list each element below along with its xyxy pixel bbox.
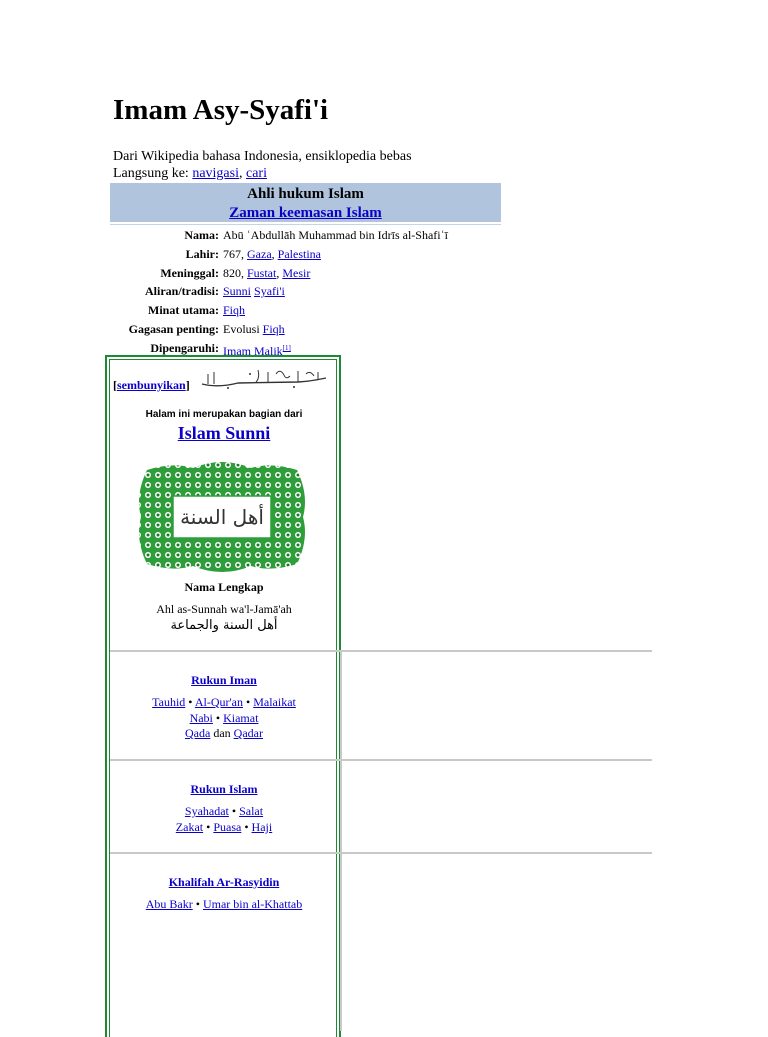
link-fiqh-2[interactable]: Fiqh: [262, 321, 285, 336]
jump-navigation-link[interactable]: navigasi: [192, 166, 239, 181]
jump-links: Langsung ke: navigasi, cari: [113, 166, 267, 181]
infobox-table: [110, 226, 510, 358]
infobox-row-born: Lahir: 767, Gaza, Palestina: [185, 246, 321, 261]
link-fiqh[interactable]: Fiqh: [223, 303, 246, 318]
infobox-row-school: [110, 282, 510, 301]
link-abu-bakr[interactable]: Abu Bakr: [145, 897, 193, 911]
rukun-islam-line-1: Syahadat • Salat: [184, 804, 264, 818]
row-label: Minat utama:: [148, 303, 219, 318]
series-title-link[interactable]: Islam Sunni: [177, 423, 271, 443]
link-mesir[interactable]: Mesir: [282, 265, 311, 280]
row-label: Dipengaruhi:: [150, 340, 219, 355]
site-subtitle: Dari Wikipedia bahasa Indonesia, ensiklopedia bebas: [113, 149, 412, 164]
jump-search-link[interactable]: cari: [245, 166, 267, 181]
link-qadar[interactable]: Qadar: [233, 726, 263, 740]
link-umar[interactable]: Umar bin al-Khattab: [202, 897, 303, 911]
reference-link[interactable]: [1]: [282, 343, 291, 352]
infobox-heading: Ahli hukum Islam: [247, 186, 364, 202]
link-salat[interactable]: Salat: [239, 804, 264, 818]
row-label: Lahir:: [185, 246, 219, 261]
row-label: Gagasan penting:: [128, 321, 219, 336]
fullname-arabic: أهل السنة والجماعة: [170, 618, 278, 633]
infobox-row-ideas: Gagasan penting: Evolusi Fiqh: [128, 321, 285, 336]
link-syahadat[interactable]: Syahadat: [184, 804, 229, 818]
infobox-row-died: Meninggal: 820, Fustat, Mesir: [160, 265, 311, 280]
link-tauhid[interactable]: Tauhid: [152, 695, 186, 709]
row-label: Nama:: [184, 228, 219, 242]
link-zakat[interactable]: Zakat: [175, 820, 204, 834]
link-gaza[interactable]: Gaza: [247, 246, 272, 261]
infobox-row-name: [110, 226, 510, 245]
link-haji[interactable]: Haji: [251, 820, 273, 834]
infobox-era-link[interactable]: Zaman keemasan Islam: [229, 205, 382, 221]
khalifah-line-1: Abu Bakr • Umar bin al-Khattab: [145, 897, 303, 911]
link-syafii[interactable]: Syafi'i: [254, 284, 285, 299]
page-title: Imam Asy-Syafi'i: [113, 94, 329, 126]
basmala-calligraphy-icon: [198, 366, 330, 392]
rukun-islam-line-2: Zakat • Puasa • Haji: [175, 820, 273, 834]
section-divider: [110, 650, 652, 652]
infobox-header: [110, 183, 501, 222]
emblem-text: أهل السنة: [180, 505, 264, 529]
fullname-latin: Ahl as-Sunnah wa'l-Jamā'ah: [156, 602, 292, 616]
link-kiamat[interactable]: Kiamat: [223, 711, 259, 725]
section-divider: [110, 759, 652, 761]
infobox-row-interest: [110, 301, 510, 320]
row-label: Aliran/tradisi:: [145, 284, 219, 299]
section-divider: [110, 852, 652, 854]
link-qada[interactable]: Qada: [185, 726, 211, 740]
rukun-iman-line-2: Nabi • Kiamat: [189, 711, 259, 725]
hide-toggle: [sembunyikan]: [113, 378, 190, 392]
row-value: Abū ʿAbdullāh Muhammad bin Idrīs al-Shafiʿī: [223, 228, 448, 242]
row-label: Meninggal:: [160, 265, 219, 280]
khalifah-link[interactable]: Khalifah Ar-Rasyidin: [168, 875, 280, 889]
link-fustat[interactable]: Fustat: [247, 265, 277, 280]
link-nabi[interactable]: Nabi: [189, 711, 213, 725]
jump-prefix: Langsung ke:: [113, 166, 189, 181]
infobox-divider: [110, 224, 501, 225]
rukun-iman-line-3: Qada dan Qadar: [185, 726, 263, 740]
rukun-iman-link[interactable]: Rukun Iman: [191, 673, 257, 687]
link-palestina[interactable]: Palestina: [277, 246, 321, 261]
link-al-quran[interactable]: Al-Qur'an: [194, 695, 243, 709]
series-intro: Halam ini merupakan bagian dari: [145, 409, 303, 420]
hide-link[interactable]: sembunyikan: [117, 378, 186, 392]
rukun-iman-line-1: Tauhid • Al-Qur'an • Malaikat: [152, 695, 296, 709]
fullname-label: Nama Lengkap: [184, 580, 264, 594]
link-sunni[interactable]: Sunni: [223, 284, 252, 299]
rukun-islam-link[interactable]: Rukun Islam: [190, 782, 258, 796]
link-puasa[interactable]: Puasa: [213, 820, 242, 834]
link-imam-malik[interactable]: Imam Malik: [223, 343, 283, 358]
link-malaikat[interactable]: Malaikat: [253, 695, 296, 709]
ahl-sunnah-emblem-icon: [133, 460, 311, 574]
